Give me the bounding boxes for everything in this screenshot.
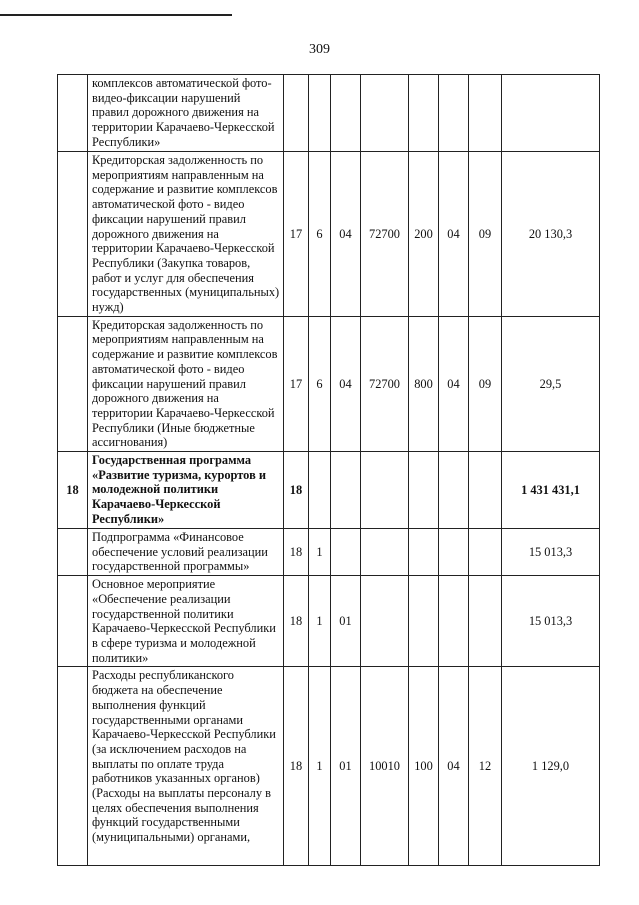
budget-table xyxy=(57,74,600,866)
subprogram-code-cell: 1 xyxy=(309,529,331,576)
expense-type-cell xyxy=(409,452,439,529)
subsection-cell xyxy=(469,576,502,667)
row-number-cell xyxy=(58,316,88,451)
section-cell xyxy=(439,452,469,529)
program-code-cell: 17 xyxy=(284,152,309,317)
program-code-cell xyxy=(284,75,309,152)
direction-code-cell: 10010 xyxy=(361,667,409,866)
page-number: 309 xyxy=(309,42,330,57)
section-cell xyxy=(439,75,469,152)
table-row xyxy=(58,529,600,576)
row-number-cell xyxy=(58,529,88,576)
row-number-cell xyxy=(58,152,88,317)
section-cell: 04 xyxy=(439,667,469,866)
section-cell xyxy=(439,529,469,576)
row-number-cell: 18 xyxy=(58,452,88,529)
subprogram-code-cell: 6 xyxy=(309,152,331,317)
table-row xyxy=(58,452,600,529)
amount-cell: 1 431 431,1 xyxy=(502,452,600,529)
amount-cell: 1 129,0 xyxy=(502,667,600,866)
amount-cell xyxy=(502,75,600,152)
program-code-cell: 18 xyxy=(284,452,309,529)
direction-code-cell: 72700 xyxy=(361,152,409,317)
measure-code-cell xyxy=(331,75,361,152)
expense-type-cell: 200 xyxy=(409,152,439,317)
row-number-cell xyxy=(58,576,88,667)
amount-cell: 15 013,3 xyxy=(502,576,600,667)
direction-code-cell xyxy=(361,576,409,667)
amount-cell: 20 130,3 xyxy=(502,152,600,317)
description-cell: Подпрограмма «Финансовое обеспечение условий реализации государственной программы» xyxy=(88,529,284,576)
table-row xyxy=(58,576,600,667)
direction-code-cell xyxy=(361,529,409,576)
table-body xyxy=(58,75,600,866)
measure-code-cell: 01 xyxy=(331,576,361,667)
measure-code-cell: 04 xyxy=(331,316,361,451)
subsection-cell xyxy=(469,452,502,529)
subprogram-code-cell: 1 xyxy=(309,667,331,866)
table-row xyxy=(58,152,600,317)
subprogram-code-cell: 1 xyxy=(309,576,331,667)
expense-type-cell xyxy=(409,75,439,152)
description-cell: Кредиторская задолженность по мероприятиям направленным на содержание и развитие комплексов автоматической фото - видео фиксации нарушений правил дорожного движения на территории Карачаево-Черкесской Республики (Иные бюджетные ассигнования) xyxy=(88,316,284,451)
program-code-cell: 17 xyxy=(284,316,309,451)
program-code-cell: 18 xyxy=(284,529,309,576)
top-rule xyxy=(0,14,232,16)
description-cell: Расходы республиканского бюджета на обеспечение выполнения функций государственными органами Карачаево-Черкесской Республики (за исключением расходов на выплаты по оплате труда работников указанных органов) (Расходы на выплаты персоналу в целях обеспечения выполнения функций государственными (муниципальными) органами, xyxy=(88,667,284,866)
table-row xyxy=(58,667,600,866)
measure-code-cell xyxy=(331,452,361,529)
row-number-cell xyxy=(58,667,88,866)
measure-code-cell xyxy=(331,529,361,576)
expense-type-cell xyxy=(409,576,439,667)
subsection-cell xyxy=(469,75,502,152)
expense-type-cell: 800 xyxy=(409,316,439,451)
measure-code-cell: 01 xyxy=(331,667,361,866)
subsection-cell xyxy=(469,529,502,576)
table-row xyxy=(58,75,600,152)
subprogram-code-cell: 6 xyxy=(309,316,331,451)
direction-code-cell xyxy=(361,75,409,152)
amount-cell: 15 013,3 xyxy=(502,529,600,576)
subsection-cell: 12 xyxy=(469,667,502,866)
measure-code-cell: 04 xyxy=(331,152,361,317)
amount-cell: 29,5 xyxy=(502,316,600,451)
section-cell: 04 xyxy=(439,152,469,317)
description-cell: Кредиторская задолженность по мероприятиям направленным на содержание и развитие комплексов автоматической фото - видео фиксации нарушений правил дорожного движения на территории Карачаево-Черкесской Республики (Закупка товаров, работ и услуг для обеспечения государственных (муниципальных) нужд) xyxy=(88,152,284,317)
section-cell: 04 xyxy=(439,316,469,451)
section-cell xyxy=(439,576,469,667)
description-cell: Государственная программа «Развитие туризма, курортов и молодежной политики Карачаево-Черкесской Республики» xyxy=(88,452,284,529)
subprogram-code-cell xyxy=(309,75,331,152)
direction-code-cell xyxy=(361,452,409,529)
expense-type-cell xyxy=(409,529,439,576)
expense-type-cell: 100 xyxy=(409,667,439,866)
subsection-cell: 09 xyxy=(469,316,502,451)
direction-code-cell: 72700 xyxy=(361,316,409,451)
description-cell: Основное мероприятие «Обеспечение реализации государственной политики Карачаево-Черкесской Республики в сфере туризма и молодежной политики» xyxy=(88,576,284,667)
program-code-cell: 18 xyxy=(284,667,309,866)
table-row xyxy=(58,316,600,451)
row-number-cell xyxy=(58,75,88,152)
description-cell: комплексов автоматической фото-видео-фиксации нарушений правил дорожного движения на территории Карачаево-Черкесской Республики» xyxy=(88,75,284,152)
subsection-cell: 09 xyxy=(469,152,502,317)
subprogram-code-cell xyxy=(309,452,331,529)
program-code-cell: 18 xyxy=(284,576,309,667)
